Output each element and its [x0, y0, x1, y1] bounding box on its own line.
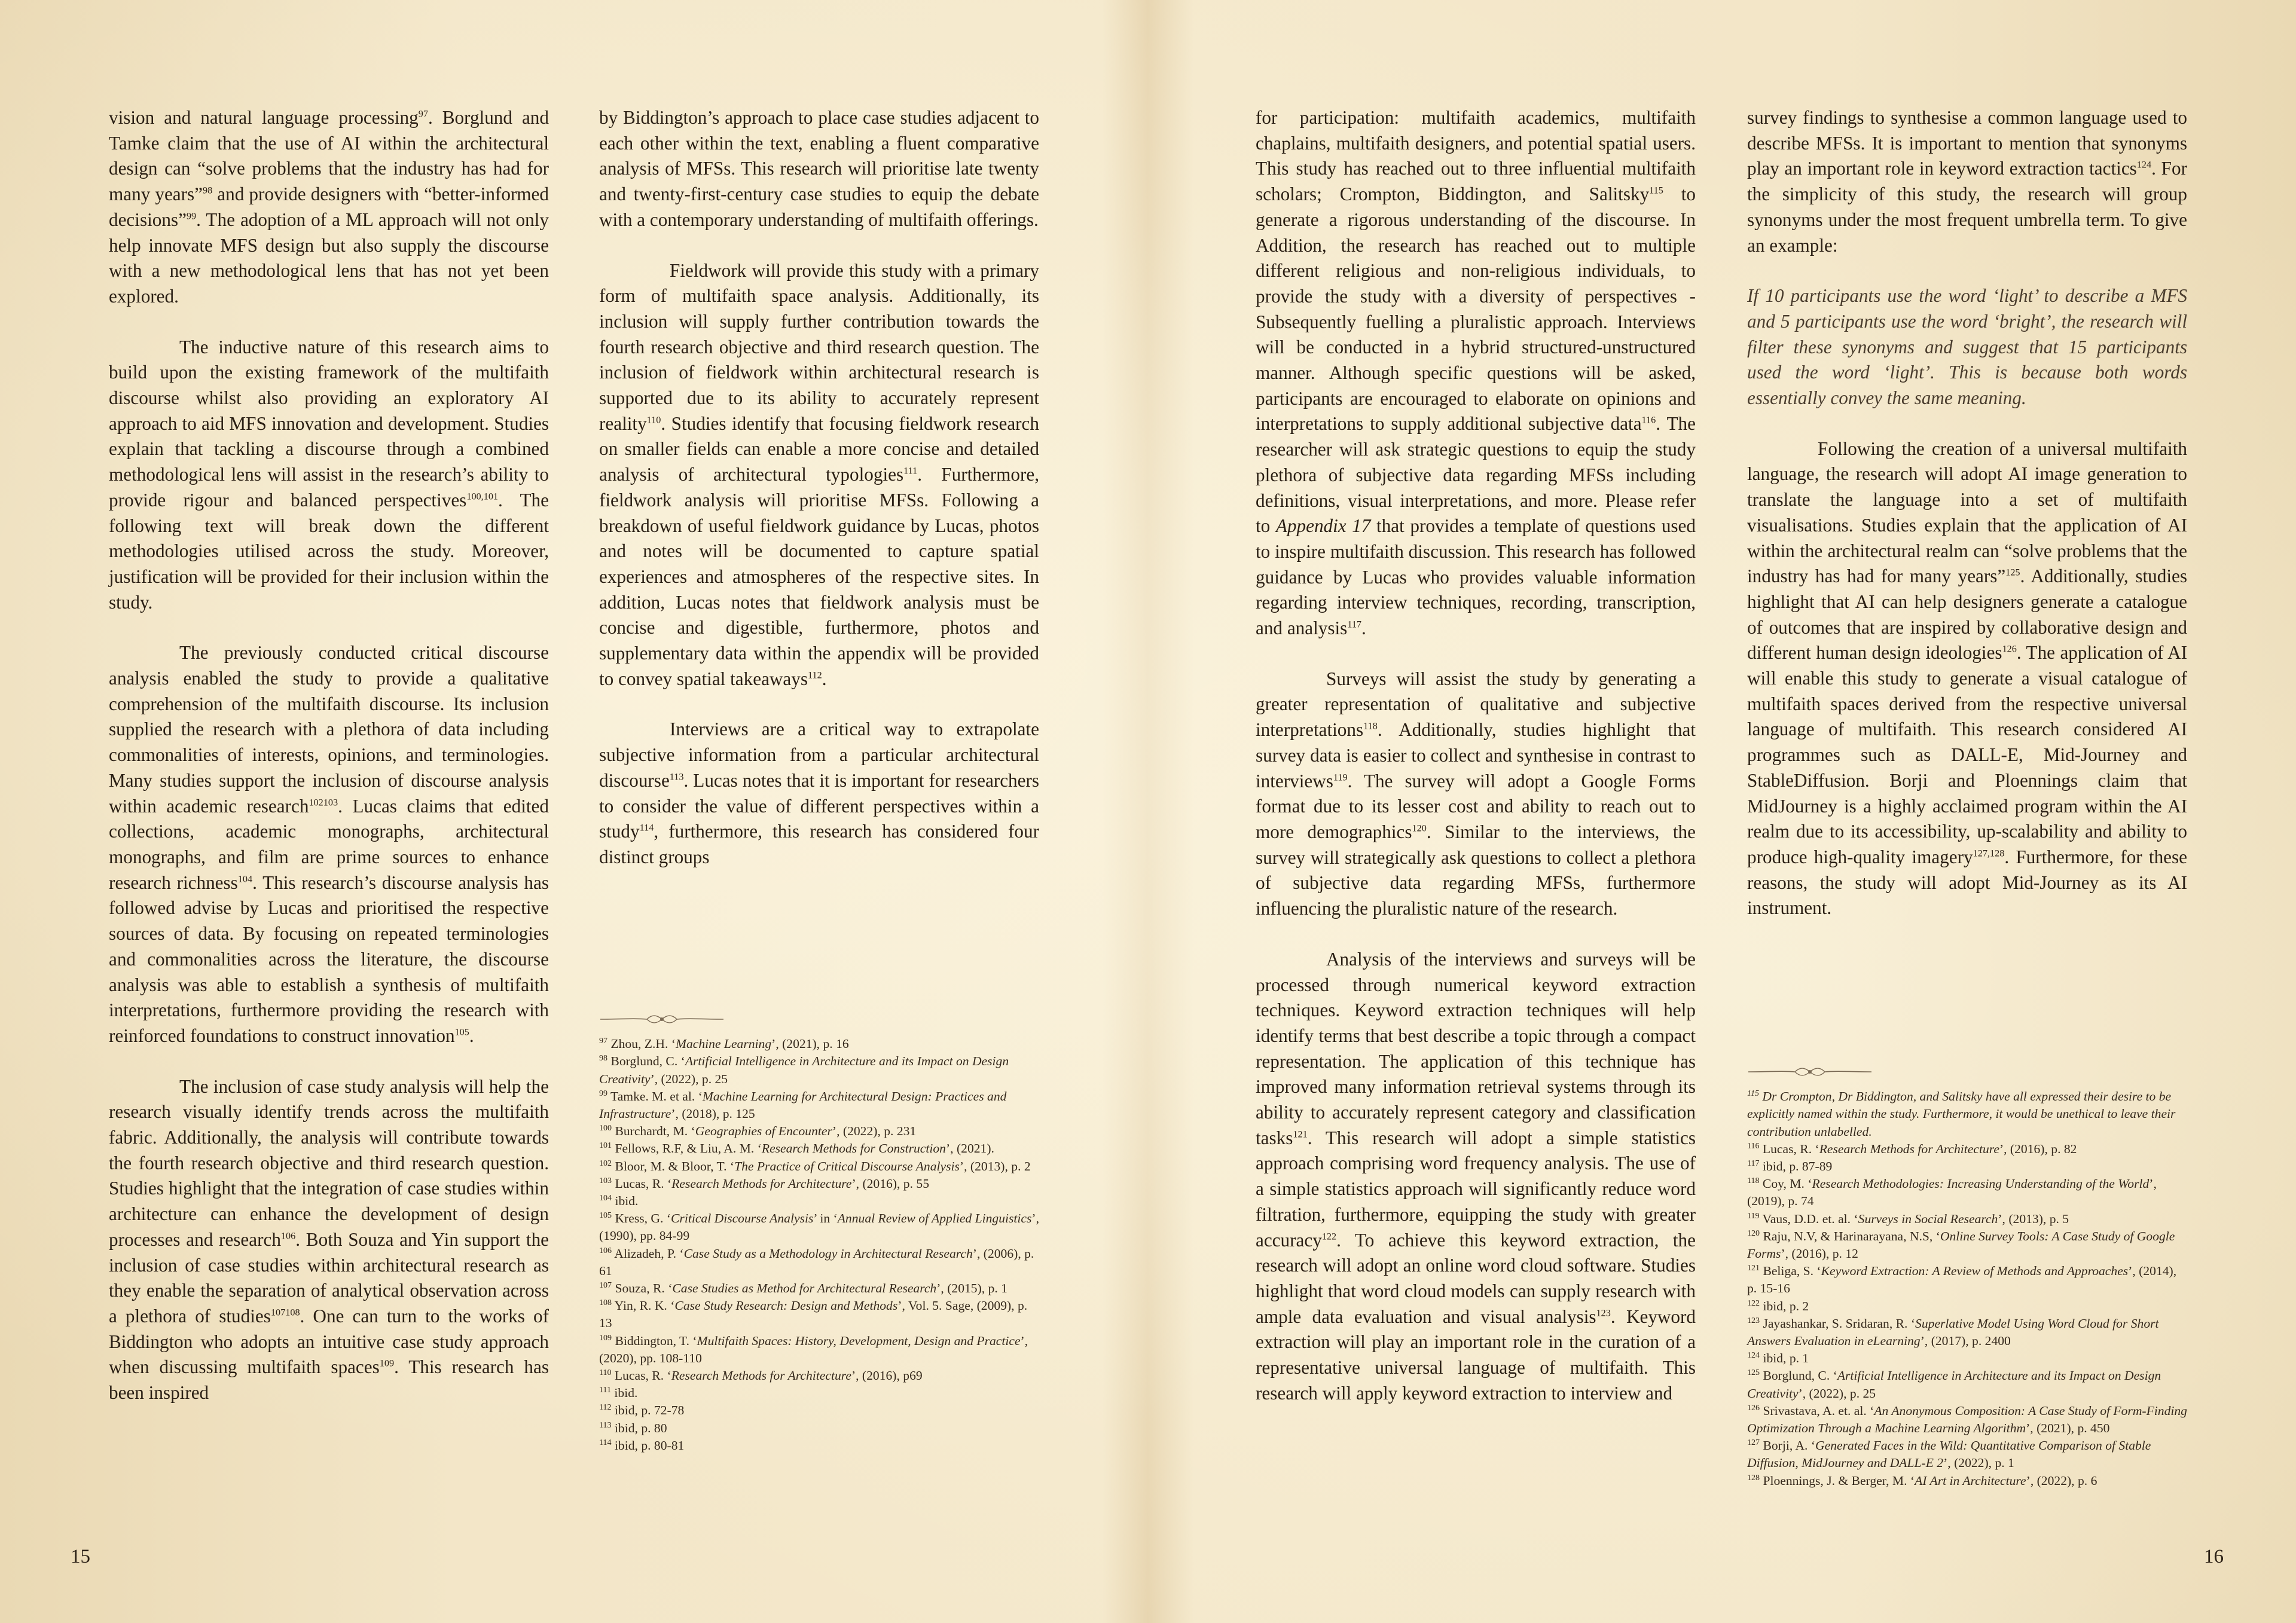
footnote: $^{112}$ ibid, p. 72-78: [599, 1402, 685, 1418]
footnote: $^{102}$ Bloor, M. & Bloor, T. ‘The Practice of Critical Discourse Analysis’, (2013), p. 2: [599, 1158, 1031, 1173]
footnote: $^{103}$ Lucas, R. ‘Research Methods for Architecture’, (2016), p. 55: [599, 1175, 929, 1191]
footnotes-right-page: [1747, 1064, 2187, 1490]
body-paragraph: If 10 participants use the word ‘light’ to describe a MFS and 5 participants use the word ‘bright’, the research will filter these synonyms and suggest that 15 participants used the word ‘light’. This is because both words essentially convey the same meaning.: [1747, 285, 2187, 409]
flourish-divider-icon: [1747, 1064, 1873, 1080]
footnote: $^{114}$ ibid, p. 80-81: [599, 1437, 685, 1453]
footnote: $^{110}$ Lucas, R. ‘Research Methods for Architecture’, (2016), p69: [599, 1367, 923, 1383]
footnote: $^{104}$ ibid.: [599, 1193, 639, 1209]
footnote: $^{116}$ Lucas, R. ‘Research Methods for Architecture’, (2016), p. 82: [1747, 1141, 2077, 1156]
footnote: $^{105}$ Kress, G. ‘Critical Discourse Analysis’ in ‘Annual Review of Applied Linguistics’, (1990), pp. 84-99: [599, 1211, 1040, 1243]
footnote: $^{115}$ Dr Crompton, Dr Biddington, and Salitsky have all expressed their desire to be explicitly named within the study. Furthermore, it would be unethical to leave their contribution unlabelled.: [1747, 1089, 2176, 1139]
footnote: $^{118}$ Coy, M. ‘Research Methodologies: Increasing Understanding of the World’, (2019), p. 74: [1747, 1176, 2157, 1209]
body-paragraph: Interviews are a critical way to extrapolate subjective information from a particular architectural discourse$^{113}$. Lucas notes that it is important for researchers to consider the value of different perspectives within a study$^{114}$, furthermore, this research has considered four distinct groups: [599, 719, 1039, 867]
footnote: $^{126}$ Srivastava, A. et. al. ‘An Anonymous Composition: A Case Study of Form-Finding Optimization Through a Machine Learning Algorithm’, (2021), p. 450: [1747, 1402, 2187, 1436]
footnote: $^{108}$ Yin, R. K. ‘Case Study Research: Design and Methods’, Vol. 5. Sage, (2009), p. 13: [599, 1298, 1028, 1331]
body-column-1: [109, 105, 549, 1431]
body-paragraph: for participation: multifaith academics, multifaith chaplains, multifaith designers, and potential spatial users. This study has reached out to three influential multifaith scholars; Crompton, Biddington, and Salitsky$^{115}$ to generate a rigorous understanding of the discourse. In Addition, the research has reached out to multiple different religious and non-religious individuals, to provide the study with a diversity of perspectives - Subsequently fuelling a pluralistic approach. Interviews will be conducted in a hybrid structured-unstructured manner. Although specific questions will be asked, participants are encouraged to elaborate on opinions and interpretations to supply additional subjective data$^{116}$. The researcher will ask strategic questions to equip the study plethora of subjective data regarding MFSs including definitions, visual interpretations, and more. Please refer to Appendix 17 that provides a template of questions used to inspire multifaith discussion. This research has followed guidance by Lucas who provides valuable information regarding interview techniques, recording, transcription, and analysis$^{117}$.: [1256, 107, 1696, 639]
footnotes-left-page: [599, 1011, 1039, 1454]
footnote: $^{99}$ Tamke. M. et al. ‘Machine Learning for Architectural Design: Practices and Infrastructure’, (2018), p. 125: [599, 1088, 1007, 1121]
body-paragraph: survey findings to synthesise a common language used to describe MFSs. It is important to mention that synonyms play an important role in keyword extraction tactics$^{124}$. For the simplicity of this study, the research will group synonyms under the most frequent umbrella term. To give an example:: [1747, 107, 2187, 256]
body-paragraph: Analysis of the interviews and surveys will be processed through numerical keyword extraction techniques. Keyword extraction techniques will help identify terms that best describe a topic through a compact representation. The application of this technique has improved many information retrieval systems through its ability to accurately represent category and classification tasks$^{121}$. This research will adopt a simple statistics approach comprising word frequency analysis. The use of a simple statistics approach will significantly reduce word filtration, furthermore, equipping the study with greater accuracy$^{122}$. To achieve this keyword extraction, the research will adopt an online word cloud software. Studies highlight that word cloud models can supply research with ample data evaluation and visual analysis$^{123}$. Keyword extraction will play an important role in the curation of a representative universal language of multifaith. This research will apply keyword extraction to interview and: [1256, 948, 1696, 1404]
footnote: $^{98}$ Borglund, C. ‘Artificial Intelligence in Architecture and its Impact on Design Creativity’, (2022), p. 25: [599, 1053, 1009, 1086]
footnote: $^{123}$ Jayashankar, S. Sridaran, R. ‘Superlative Model Using Word Cloud for Short Answers Evaluation in eLearning’, (2017), p. 2400: [1747, 1315, 2159, 1349]
footnote: $^{100}$ Burchardt, M. ‘Geographies of Encounter’, (2022), p. 231: [599, 1123, 917, 1139]
body-paragraph: The inductive nature of this research aims to build upon the existing framework of the multifaith discourse whilst also providing an exploratory AI approach to aid MFS innovation and development. Studies explain that tackling a discourse through a combined methodological lens will assist in the research’s ability to provide rigour and balanced perspectives$^{100,101}$. The following text will break down the different methodologies utilised across the study. Moreover, justification will be provided for their inclusion within the study.: [109, 336, 549, 613]
footnote: $^{107}$ Souza, R. ‘Case Studies as Method for Architectural Research’, (2015), p. 1: [599, 1280, 1007, 1296]
footnote: $^{117}$ ibid, p. 87-89: [1747, 1158, 1833, 1174]
footnote: $^{119}$ Vaus, D.D. et. al. ‘Surveys in Social Research’, (2013), p. 5: [1747, 1211, 2069, 1226]
body-paragraph: Following the creation of a universal multifaith language, the research will adopt AI image generation to translate the language into a set of multifaith visualisations. Studies explain that the application of AI within the architectural realm can “solve problems that the industry has had for many years”$^{125}$. Additionally, studies highlight that AI can help designers generate a catalogue of outcomes that are inspired by collaborative design and different human design ideologies$^{126}$. The application of AI will enable this study to generate a visual catalogue of multifaith spaces derived from the respective universal language of multifaith. This research considered AI programmes such as DALL-E, Mid-Journey and StableDiffusion. Borji and Ploennings claim that MidJourney is a highly acclaimed program within the AI realm due to its accessibility, up-scalability and ability to produce high-quality imagery$^{127,128}$. Furthermore, for these reasons, the study will adopt Mid-Journey as its AI instrument.: [1747, 438, 2188, 919]
footnote: $^{97}$ Zhou, Z.H. ‘Machine Learning’, (2021), p. 16: [599, 1036, 849, 1052]
body-paragraph: by Biddington’s approach to place case studies adjacent to each other within the text, enabling a fluent comparative analysis of MFSs. This research will prioritise late twenty and twenty-first-century case studies to equip the debate with a contemporary understanding of multifaith offerings.: [599, 107, 1039, 230]
footnote: $^{113}$ ibid, p. 80: [599, 1420, 667, 1435]
footnote: $^{111}$ ibid.: [599, 1385, 638, 1401]
footnote: $^{106}$ Alizadeh, P. ‘Case Study as a Methodology in Architectural Research’, (2006), p. 61: [599, 1245, 1034, 1278]
footnote: $^{120}$ Raju, N.V, & Harinarayana, N.S, ‘Online Survey Tools: A Case Study of Google Forms’, (2016), p. 12: [1747, 1228, 2175, 1261]
body-paragraph: Fieldwork will provide this study with a primary form of multifaith space analysis. Additionally, its inclusion will supply further contribution towards the fourth research objective and third research question. The inclusion of fieldwork within architectural research is supported due to its ability to accurately represent reality$^{110}$. Studies identify that focusing fieldwork research on smaller fields can enable a more concise and detailed analysis of architectural typologies$^{111}$. Furthermore, fieldwork analysis will prioritise MFSs. Following a breakdown of useful fieldwork guidance by Lucas, photos and notes will be documented to capture spatial experiences and atmospheres of the respective sites. In addition, Lucas notes that fieldwork analysis must be concise and digestible, furthermore, photos and supplementary data within the appendix will be provided to convey spatial takeaways$^{112}$.: [599, 259, 1039, 689]
footnote: $^{125}$ Borglund, C. ‘Artificial Intelligence in Architecture and its Impact on Design Creativity’, (2022), p. 25: [1747, 1368, 2161, 1401]
body-column-3: [1256, 105, 1696, 1431]
body-paragraph: The inclusion of case study analysis will help the research visually identify trends across the multifaith fabric. Additionally, the analysis will contribute towards the fourth research objective and third research question. Studies highlight that the integration of case studies within architecture can enhance the development of design processes and research$^{106}$. Both Souza and Yin support the inclusion of case studies within architectural research as they enable the separation of analytical observation across a plethora of studies$^{107108}$. One can turn to the works of Biddington who adopts an intuitive case study approach when discussing multifaith spaces$^{109}$. This research has been inspired: [109, 1075, 549, 1404]
footnote: $^{122}$ ibid, p. 2: [1747, 1298, 1809, 1313]
body-paragraph: The previously conducted critical discourse analysis enabled the study to provide a qualitative comprehension of the multifaith discourse. Its inclusion supplied the research with a plethora of data including commonalities of interests, opinions, and terminologies. Many studies support the inclusion of discourse analysis within academic research$^{102103}$. Lucas claims that edited collections, academic monographs, architectural monographs, and film are prime sources to enhance research richness$^{104}$. This research’s discourse analysis has followed advise by Lucas and prioritised the respective sources of data. By focusing on repeated terminologies and commonalities across the literature, the discourse analysis was able to establish a synthesis of multifaith interpretations, furthermore providing the research with reinforced foundations to construct innovation$^{105}$.: [109, 642, 549, 1046]
page-number-right: 16: [2204, 1546, 2224, 1567]
body-column-4: [1747, 105, 2187, 946]
page-number-left: 15: [71, 1546, 90, 1567]
body-paragraph: vision and natural language processing$^{97}$. Borglund and Tamke claim that the use of AI within the architectural design can “solve problems that the industry has had for many years”$^{98}$ and provide designers with “better-informed decisions”$^{99}$. The adoption of a ML approach will not only help innovate MFS design but also supply the discourse with a new methodological lens that has not yet been explored.: [109, 107, 549, 307]
footnote: $^{101}$ Fellows, R.F, & Liu, A. M. ‘Research Methods for Construction’, (2021).: [599, 1141, 994, 1156]
footnote: $^{128}$ Ploennings, J. & Berger, M. ‘AI Art in Architecture’, (2022), p. 6: [1747, 1472, 2097, 1488]
footnote: $^{127}$ Borji, A. ‘Generated Faces in the Wild: Quantitative Comparison of Stable Diffusion, MidJourney and DALL-E 2’, (2022), p. 1: [1747, 1438, 2151, 1471]
body-column-2: [599, 105, 1039, 895]
footnote: $^{121}$ Beliga, S. ‘Keyword Extraction: A Review of Methods and Approaches’, (2014), p. 15-16: [1747, 1263, 2177, 1296]
body-paragraph: Surveys will assist the study by generating a greater representation of qualitative and subjective interpretations$^{118}$. Additionally, studies highlight that survey data is easier to collect and synthesise in contrast to interviews$^{119}$. The survey will adopt a Google Forms format due to its lesser cost and ability to reach out to more demographics$^{120}$. Similar to the interviews, the survey will strategically ask questions to collect a plethora of subjective data regarding MFSs, furthermore influencing the pluralistic nature of the research.: [1256, 668, 1696, 919]
flourish-divider-icon: [599, 1011, 725, 1027]
footnote: $^{124}$ ibid, p. 1: [1747, 1350, 1809, 1366]
footnote: $^{109}$ Biddington, T. ‘Multifaith Spaces: History, Development, Design and Practice’, (2020), pp. 108-110: [599, 1332, 1028, 1365]
